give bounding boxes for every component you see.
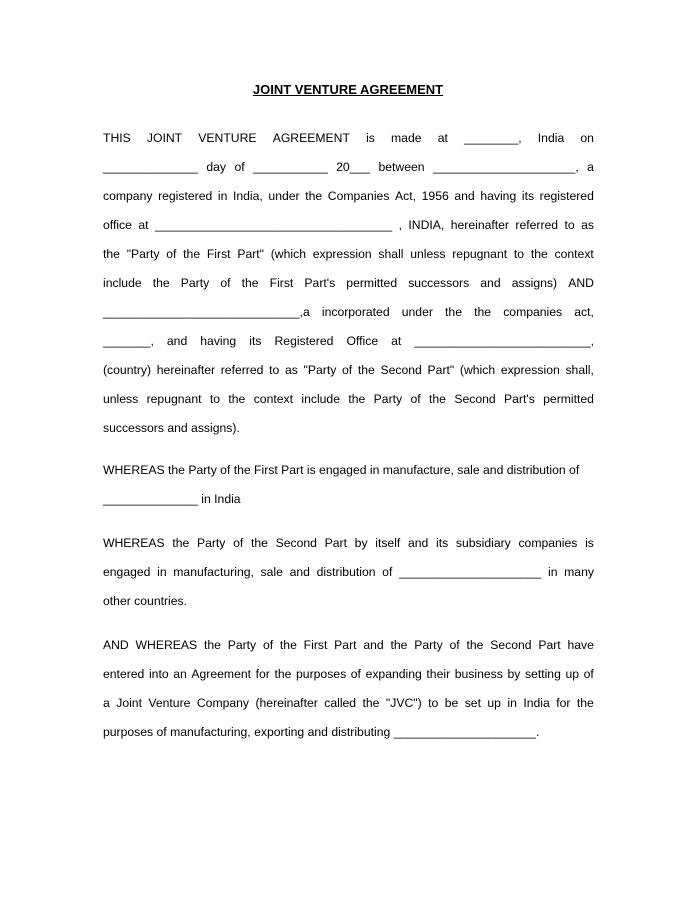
word: referred	[220, 363, 264, 377]
word: VENTURE	[198, 131, 257, 145]
word: AND	[103, 638, 129, 652]
word: by	[354, 536, 368, 550]
word: the	[228, 392, 246, 406]
word: the	[250, 536, 268, 550]
word: their	[426, 667, 451, 681]
word: Part	[538, 638, 561, 652]
word: at	[391, 334, 402, 348]
word: Second	[275, 536, 317, 550]
word: Part	[324, 536, 347, 550]
word: on	[580, 131, 594, 145]
word: of	[342, 363, 353, 377]
word: Part's	[304, 276, 336, 290]
word: companies	[518, 536, 578, 550]
word: engaged	[103, 565, 151, 579]
word: permitted	[346, 276, 398, 290]
word: ___________	[253, 160, 328, 174]
word: repugnant	[146, 392, 202, 406]
word: the	[103, 247, 120, 261]
paragraph-line	[103, 724, 594, 740]
word: ______________	[103, 160, 198, 174]
paragraph-line	[103, 217, 594, 233]
word: manufacturing,	[173, 565, 254, 579]
word: INDIA,	[408, 218, 445, 232]
word: India,	[232, 189, 263, 203]
word: of	[583, 667, 594, 681]
word: 1956	[421, 189, 449, 203]
paragraph-line	[103, 159, 594, 175]
word: be	[444, 696, 459, 710]
word: WHEREAS the Party of the First Part is engaged in manufacture, sale and distribution of	[103, 463, 580, 477]
word: WHEREAS	[135, 638, 198, 652]
word: the	[172, 536, 190, 550]
paragraph-line	[103, 695, 594, 711]
word: setting	[524, 667, 561, 681]
word: of	[262, 638, 274, 652]
word: under	[268, 189, 300, 203]
word: the	[241, 276, 259, 290]
word: and	[407, 536, 429, 550]
word: expanding	[365, 667, 422, 681]
word: Part"	[237, 247, 264, 261]
word: ,	[398, 218, 402, 232]
word: and	[480, 276, 501, 290]
word: its	[249, 334, 262, 348]
word: to	[513, 247, 525, 261]
word: referred	[515, 218, 559, 232]
word: the	[274, 667, 292, 681]
word: the	[429, 392, 446, 406]
word: the	[530, 247, 548, 261]
word: to	[428, 696, 439, 710]
word: the	[305, 189, 323, 203]
word: purposes of manufacturing, exporting and distributing _____________________.	[103, 725, 540, 739]
word: and	[454, 189, 475, 203]
word: is	[366, 131, 375, 145]
paragraph-line	[103, 362, 594, 378]
word: the	[445, 305, 462, 319]
word: of	[449, 638, 460, 652]
paragraph-line	[103, 666, 594, 682]
word: Joint	[116, 696, 142, 710]
word: of	[220, 276, 231, 290]
word: include	[103, 276, 142, 290]
word: hereinafter	[450, 218, 509, 232]
word: ______________ in India	[103, 492, 241, 506]
word: of	[166, 247, 177, 261]
word: Part	[334, 638, 357, 652]
word: having	[480, 189, 517, 203]
word: its	[436, 536, 449, 550]
word: permitted	[543, 392, 594, 406]
word: Office	[346, 334, 379, 348]
word: ___________________________________	[154, 218, 393, 232]
word: is	[585, 536, 594, 550]
word: and	[289, 565, 310, 579]
word: hereinafter	[156, 363, 216, 377]
word: distribution	[316, 565, 376, 579]
word: between	[378, 160, 425, 174]
word: have	[567, 638, 594, 652]
word: Venture	[148, 696, 191, 710]
word: in	[507, 696, 517, 710]
word: _____________________________,a	[103, 305, 310, 319]
word: repugnant	[452, 247, 508, 261]
word: to	[209, 392, 221, 406]
paragraph-line	[103, 491, 594, 507]
word: Second	[380, 363, 422, 377]
word: a	[587, 160, 594, 174]
word: Act,	[395, 189, 417, 203]
word: and	[166, 334, 188, 348]
word: for	[255, 667, 270, 681]
word: to	[564, 218, 575, 232]
word: an	[173, 667, 187, 681]
paragraph-line	[103, 304, 594, 320]
word: expression	[312, 247, 372, 261]
word: at	[138, 218, 149, 232]
word: under	[401, 305, 433, 319]
paragraph-line	[103, 333, 594, 349]
word: itself	[375, 536, 401, 550]
word: registered	[539, 189, 594, 203]
word: the	[348, 392, 366, 406]
word: India	[537, 131, 565, 145]
word: to	[269, 363, 280, 377]
word: the	[466, 638, 484, 652]
paragraph-line	[103, 130, 594, 146]
paragraph-line	[103, 275, 594, 291]
word: unless	[103, 392, 139, 406]
word: at	[437, 131, 448, 145]
word: the	[357, 363, 375, 377]
word: _____________________	[399, 565, 542, 579]
word: Party	[196, 536, 226, 550]
word: the	[279, 638, 297, 652]
word: THIS	[103, 131, 131, 145]
word: Registered	[274, 334, 334, 348]
word: assigns)	[511, 276, 558, 290]
word: "Party	[303, 363, 337, 377]
word: Party	[373, 392, 403, 406]
word: of	[410, 392, 421, 406]
paragraph-line	[103, 246, 594, 262]
paragraph-line	[103, 420, 594, 436]
word: as	[581, 218, 594, 232]
word: a	[103, 696, 110, 710]
word: up	[565, 667, 580, 681]
word: include	[301, 392, 340, 406]
word: business	[454, 667, 503, 681]
word: __________________________,	[414, 334, 594, 348]
word: unless	[410, 247, 446, 261]
word: set	[464, 696, 481, 710]
word: the	[362, 696, 380, 710]
word: act,	[574, 305, 594, 319]
paragraph-line	[103, 564, 594, 580]
word: successors	[408, 276, 470, 290]
word: Companies	[327, 189, 390, 203]
word: First	[206, 247, 231, 261]
paragraph-line	[103, 391, 594, 407]
word: its	[521, 189, 535, 203]
word: the	[183, 247, 201, 261]
word: and	[363, 638, 384, 652]
word: up	[487, 696, 501, 710]
word: subsidiary	[455, 536, 511, 550]
paragraph-line	[103, 593, 594, 609]
word: called	[324, 696, 357, 710]
word: Part"	[427, 363, 455, 377]
word: purposes	[296, 667, 347, 681]
word: expression	[500, 363, 560, 377]
word: in	[157, 565, 167, 579]
word: WHEREAS	[103, 536, 165, 550]
word: as	[284, 363, 298, 377]
word: company	[103, 189, 153, 203]
word: (which	[270, 247, 306, 261]
word: office	[103, 218, 132, 232]
word: Second	[454, 392, 496, 406]
word: AND	[568, 276, 594, 290]
word: into	[148, 667, 169, 681]
word: First	[303, 638, 328, 652]
word: successors and assigns).	[103, 421, 240, 435]
word: of	[233, 536, 244, 550]
word: Party	[414, 638, 443, 652]
word: registered	[158, 189, 213, 203]
word: of	[350, 667, 361, 681]
word: Part's	[504, 392, 535, 406]
word: Agreement	[191, 667, 252, 681]
word: shall	[378, 247, 404, 261]
word: the	[576, 696, 594, 710]
word: by	[507, 667, 521, 681]
word: sale	[260, 565, 283, 579]
word: the	[390, 638, 408, 652]
word: AGREEMENT	[272, 131, 350, 145]
word: companies	[503, 305, 563, 319]
word: (hereinafter	[255, 696, 318, 710]
word: of	[234, 160, 245, 174]
word: in	[548, 565, 558, 579]
paragraph-line	[103, 188, 594, 204]
word: Party	[180, 276, 210, 290]
word: Party	[227, 638, 257, 652]
word: other countries.	[103, 594, 188, 608]
word: shall,	[565, 363, 594, 377]
word: ________,	[464, 131, 522, 145]
word: "Party	[126, 247, 160, 261]
word: incorporated	[321, 305, 390, 319]
word: made	[391, 131, 422, 145]
document-title: JOINT VENTURE AGREEMENT	[252, 82, 444, 97]
word: of	[382, 565, 393, 579]
paragraph-line	[103, 535, 594, 551]
word: day	[206, 160, 227, 174]
word: (which	[459, 363, 496, 377]
word: India	[523, 696, 550, 710]
paragraph-line	[103, 462, 594, 478]
word: many	[564, 565, 594, 579]
word: having	[200, 334, 237, 348]
word: Company	[196, 696, 250, 710]
word: First	[269, 276, 294, 290]
word: context	[253, 392, 293, 406]
word: (country)	[103, 363, 152, 377]
word: in	[217, 189, 228, 203]
word: for	[556, 696, 571, 710]
word: _______,	[103, 334, 154, 348]
word: the	[474, 305, 492, 319]
word: context	[554, 247, 594, 261]
word: JOINT	[146, 131, 183, 145]
paragraph-line	[103, 637, 594, 653]
word: _____________________,	[432, 160, 579, 174]
word: "JVC")	[385, 696, 422, 710]
word: Second	[490, 638, 532, 652]
word: the	[152, 276, 170, 290]
word: entered	[103, 667, 145, 681]
word: 20___	[336, 160, 370, 174]
word: the	[203, 638, 221, 652]
